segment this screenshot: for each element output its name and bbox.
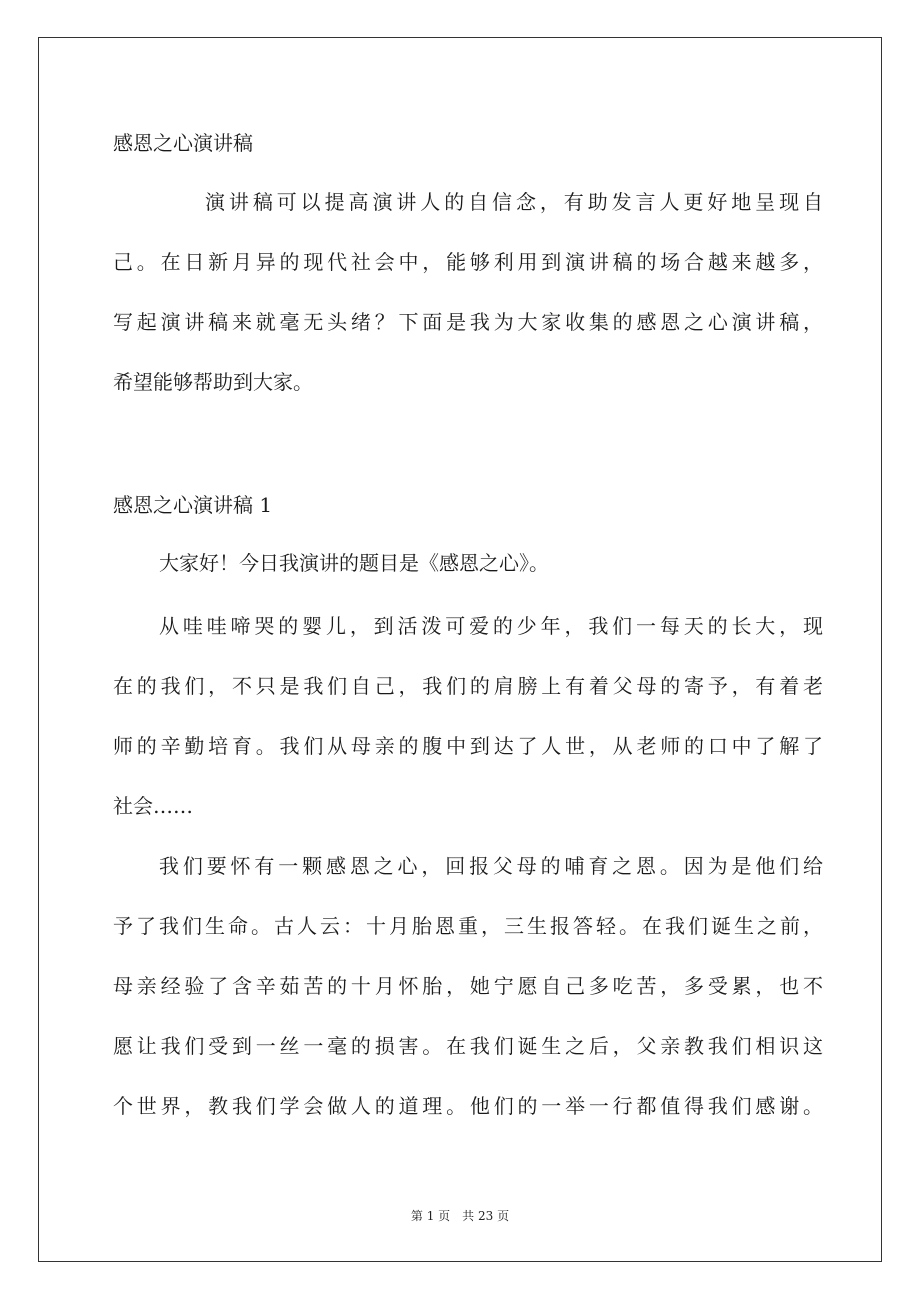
para1-line-4: 社会…… xyxy=(113,794,193,818)
greeting-paragraph xyxy=(113,533,823,593)
section-title: 感恩之心演讲稿 1 xyxy=(113,493,273,517)
body-paragraph-2 xyxy=(113,836,823,1136)
intro-line-3: 写起演讲稿来就毫无头绪？下面是我为大家收集的感恩之心演讲稿， xyxy=(113,310,823,334)
para2-line-1: 我们要怀有一颗感恩之心，回报父母的哺育之恩。因为是他们给 xyxy=(159,854,823,878)
page-number-footer: 第 1 页 共 23 页 xyxy=(410,1209,510,1223)
document-title: 感恩之心演讲稿 xyxy=(113,131,253,155)
intro-paragraph xyxy=(113,172,823,412)
intro-line-2: 己。在日新月异的现代社会中，能够利用到演讲稿的场合越来越多， xyxy=(113,250,823,274)
para2-line-5: 个世界，教我们学会做人的道理。他们的一举一行都值得我们感谢。 xyxy=(113,1094,823,1118)
para2-line-3: 母亲经验了含辛茹苦的十月怀胎，她宁愿自己多吃苦，多受累，也不 xyxy=(113,974,823,998)
intro-line-4: 希望能够帮助到大家。 xyxy=(113,370,313,394)
para1-line-1: 从哇哇啼哭的婴儿，到活泼可爱的少年，我们一每天的长大，现 xyxy=(159,614,823,638)
para2-line-4: 愿让我们受到一丝一毫的损害。在我们诞生之后，父亲教我们相识这 xyxy=(113,1034,823,1058)
para2-line-2: 予了我们生命。古人云：十月胎恩重，三生报答轻。在我们诞生之前， xyxy=(113,914,823,938)
greeting-line: 大家好！今日我演讲的题目是《感恩之心》。 xyxy=(159,551,549,575)
intro-line-1: 演讲稿可以提高演讲人的自信念，有助发言人更好地呈现自 xyxy=(205,190,823,214)
para1-line-3: 师的辛勤培育。我们从母亲的腹中到达了人世，从老师的口中了解了 xyxy=(113,734,823,758)
para1-line-2: 在的我们，不只是我们自己，我们的肩膀上有着父母的寄予，有着老 xyxy=(113,674,823,698)
body-paragraph-1 xyxy=(113,596,823,836)
